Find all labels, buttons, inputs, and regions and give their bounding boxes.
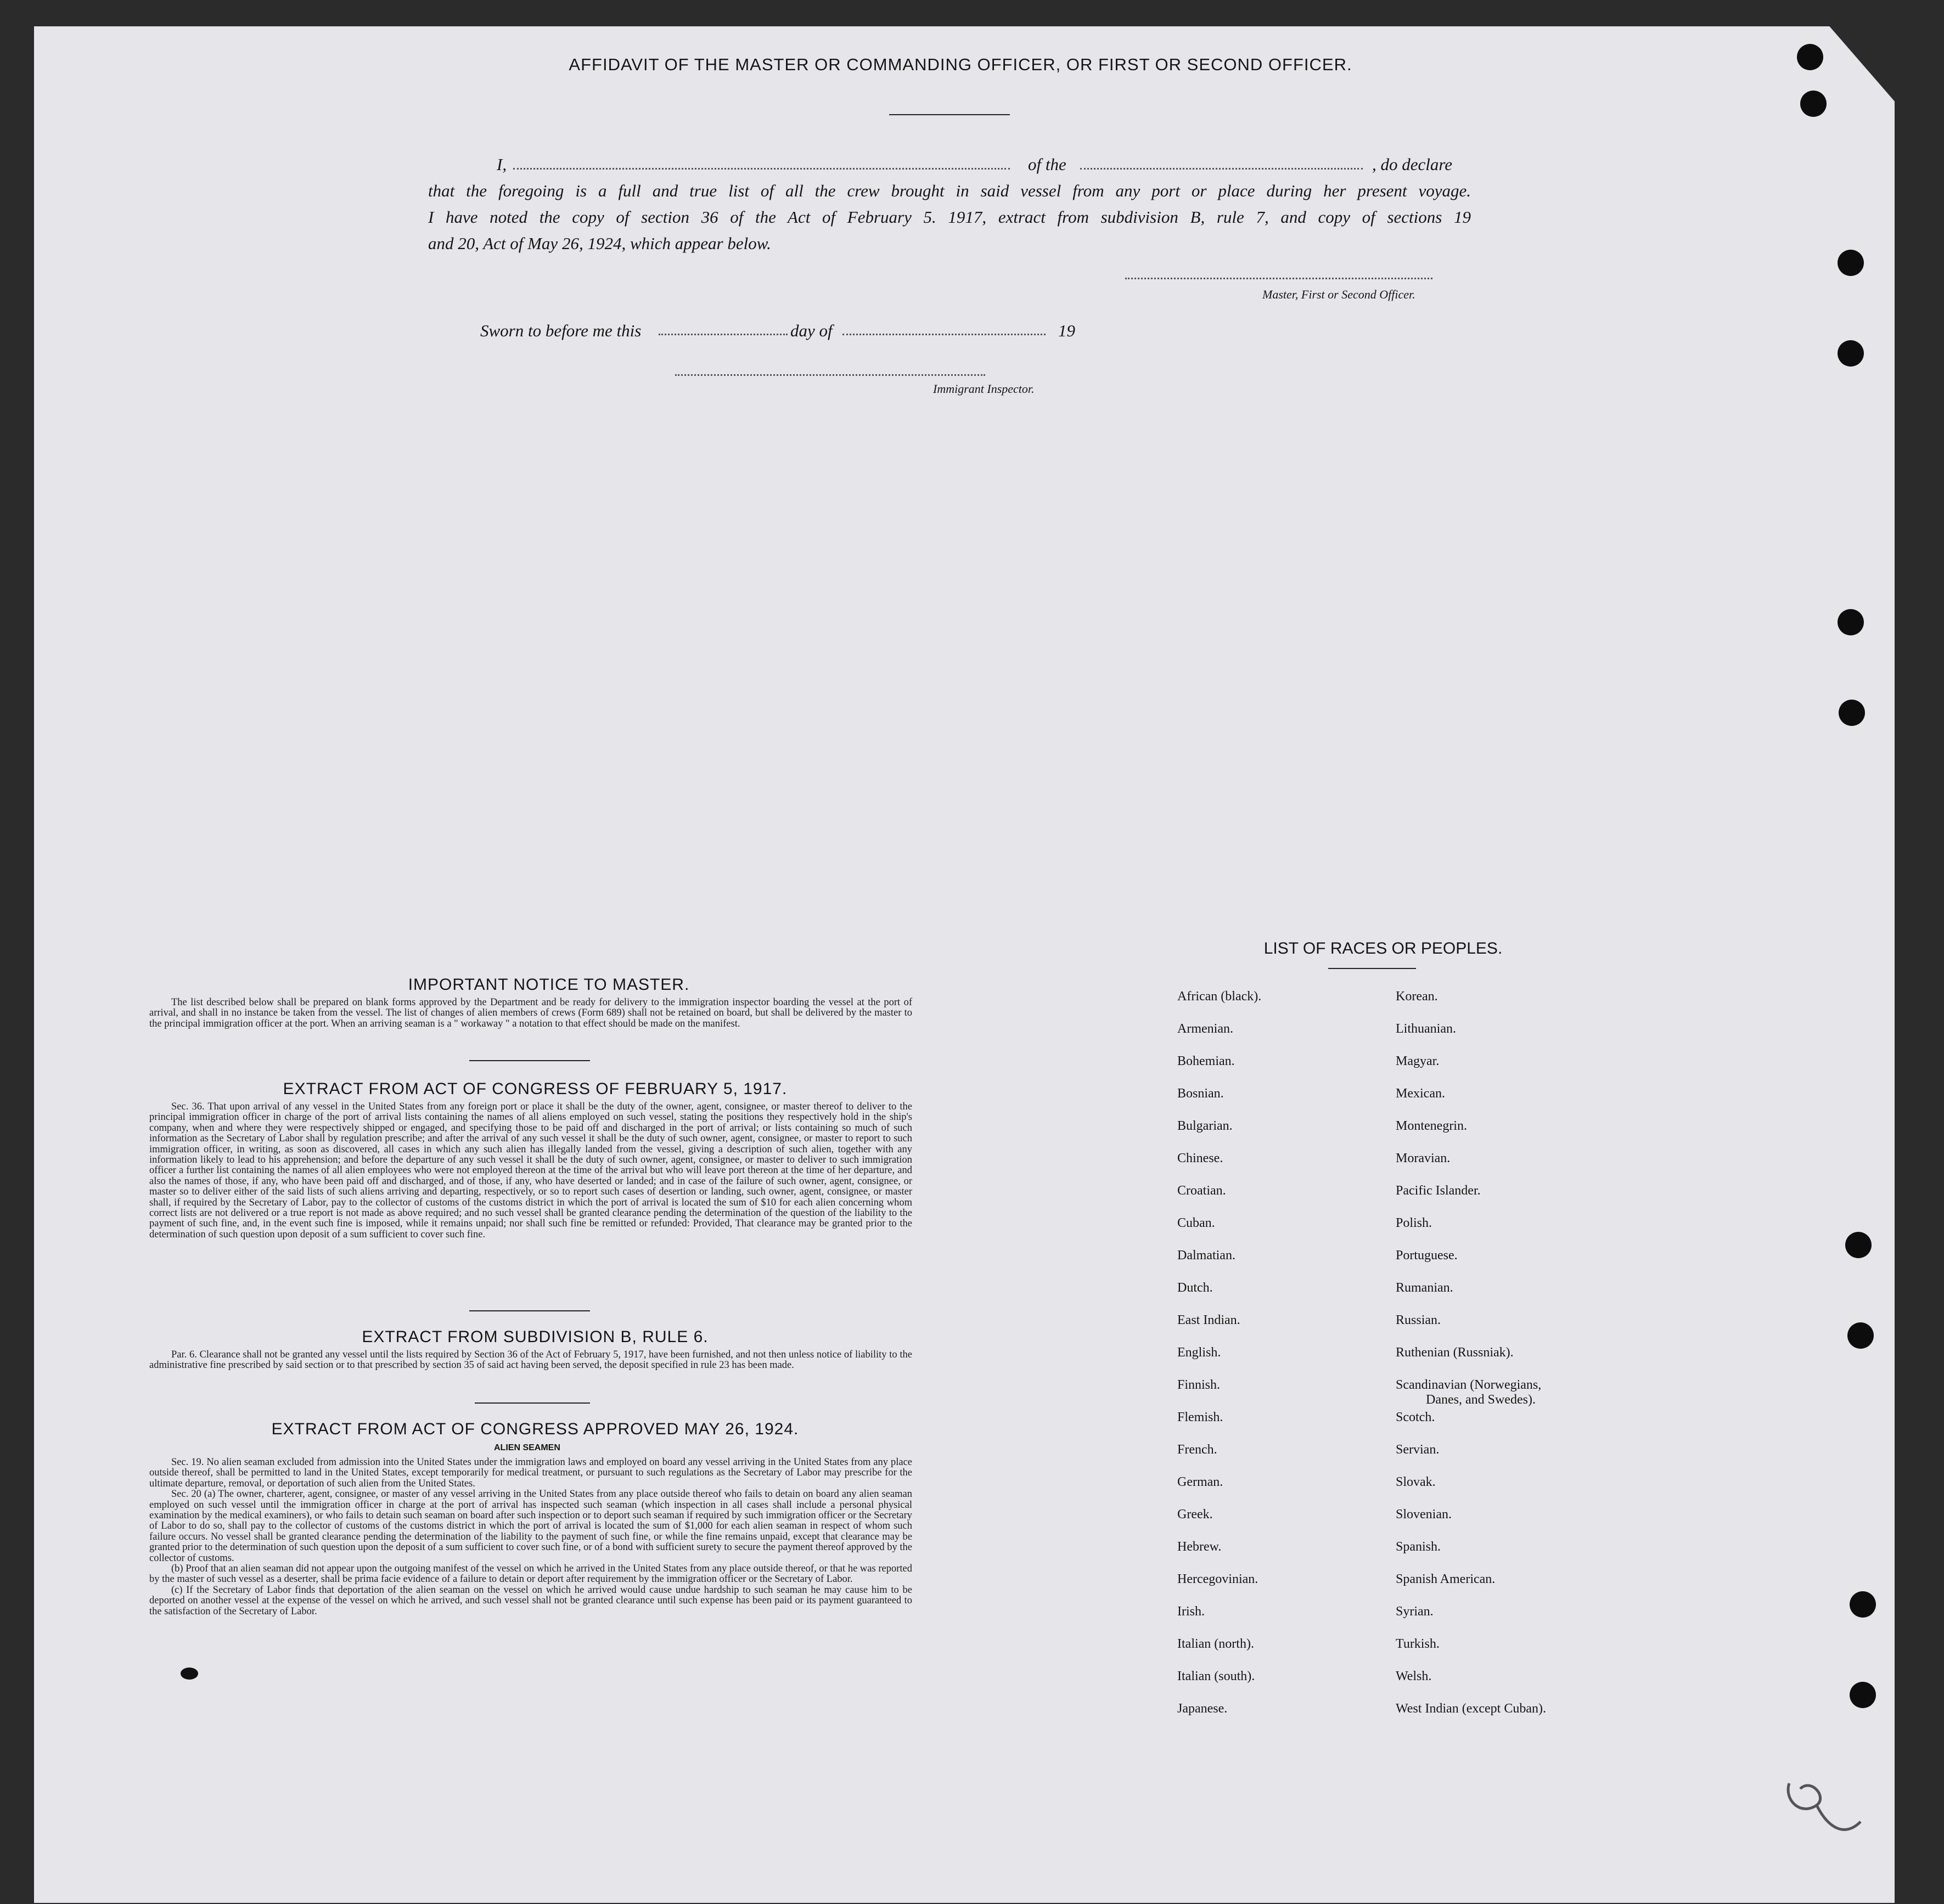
race-right-item: Welsh. <box>1396 1669 1432 1683</box>
day-of-text: day of <box>790 321 833 340</box>
race-right-item: Russian. <box>1396 1313 1441 1327</box>
punch-hole <box>1847 1322 1874 1349</box>
year-text: 19 <box>1058 321 1075 340</box>
races-underline <box>1328 968 1416 969</box>
punch-hole <box>1850 1591 1876 1618</box>
race-left-item: German. <box>1177 1475 1223 1489</box>
race-left-item: Cuban. <box>1177 1216 1215 1230</box>
race-left-item: Dalmatian. <box>1177 1248 1235 1263</box>
punch-hole <box>1797 44 1823 70</box>
punch-hole <box>1838 609 1864 635</box>
race-right-item: Syrian. <box>1396 1604 1434 1619</box>
race-right-item: Magyar. <box>1396 1054 1440 1068</box>
ink-blot <box>178 1665 200 1682</box>
extract-1924-text <box>149 1457 912 1617</box>
sworn-text: Sworn to before me this <box>480 321 642 340</box>
race-left-item: Hercegovinian. <box>1177 1572 1258 1586</box>
sec-20a-paragraph: Sec. 20 (a) The owner, charterer, agent, consignee, or master of any vessel arriving in the United States from any place outside thereof who fails to detain on board any alien seaman employed on such vessel until the immigration officer in charge at the port of arrival has inspected such seaman (which inspection in all cases shall include a personal physical examination by the medical examiners), or who fails to detain such seaman on board after such inspection or to deport such seaman if required by such immigration officer or the Secretary of Labor to do so, shall pay to the collector of customs of the customs district in which the port of arrival is located the sum of $1,000 for each alien seaman in respect of whom such failure occurs. No vessel shall be granted clearance pending the determination of the liability to the payment of such fine, or while the fine remains unpaid, except that clearance may be granted prior to the determination of such question upon the deposit of a sum sufficient to cover such fine, or of a bond with sufficient surety to secure the payment thereof approved by the collector of customs. <box>149 1489 912 1564</box>
name-blank[interactable] <box>513 168 1010 170</box>
race-right-item: Korean. <box>1396 989 1438 1004</box>
race-right-item: Rumanian. <box>1396 1281 1453 1295</box>
race-left-item: Finnish. <box>1177 1378 1221 1392</box>
race-left-item: Greek. <box>1177 1507 1213 1522</box>
race-left-item: Chinese. <box>1177 1151 1223 1165</box>
races-title: LIST OF RACES OR PEOPLES. <box>1263 939 1503 957</box>
race-left-item: English. <box>1177 1345 1221 1360</box>
sec-20c-paragraph: (c) If the Secretary of Labor finds that deportation of the alien seaman on the vessel on which he arrived would cause undue hardship to such seaman he may cause him to be deported on another vessel at the expense of the vessel on which he arrived, and such vessel shall not be granted clearance until such expense has been paid or its payment guaranteed to the satisfaction of the Secretary of Labor. <box>149 1584 912 1617</box>
race-right-item: Moravian. <box>1396 1151 1451 1165</box>
punch-hole <box>1839 700 1865 726</box>
race-right-item: Portuguese. <box>1396 1248 1458 1263</box>
punch-hole <box>1845 1232 1872 1258</box>
inspector-signature-line[interactable] <box>675 374 985 376</box>
divider <box>475 1402 590 1404</box>
extract-1917-title: EXTRACT FROM ACT OF CONGRESS OF FEBRUARY 5, 1917. <box>283 1080 788 1098</box>
extract-rule6-title: EXTRACT FROM SUBDIVISION B, RULE 6. <box>362 1328 709 1346</box>
race-left-item: Bohemian. <box>1177 1054 1235 1068</box>
race-right-item: Turkish. <box>1396 1637 1440 1651</box>
race-right-item: West Indian (except Cuban). <box>1396 1702 1546 1716</box>
race-right-item: Scandinavian (Norwegians, <box>1396 1378 1542 1392</box>
race-left-item: Dutch. <box>1177 1281 1213 1295</box>
pencil-mark <box>1778 1767 1866 1849</box>
extract-rule6-text <box>149 1350 912 1371</box>
race-right-item: Montenegrin. <box>1396 1119 1467 1133</box>
race-right-item: Slovenian. <box>1396 1507 1452 1522</box>
divider <box>469 1060 590 1061</box>
extract-1917-text <box>149 1102 912 1240</box>
race-left-item: Bosnian. <box>1177 1086 1224 1101</box>
affidavit-declare: , do declare <box>1372 155 1453 174</box>
par-6-paragraph: Par. 6. Clearance shall not be granted any vessel until the lists required by Section 36 of the Act of February 5, 1917, have been furnished, and not then unless notice of liability to the administrative fine prescribed by said section or to that prescribed by section 35 of said act having been served, the deposit specified in rule 23 has been made. <box>149 1349 912 1371</box>
race-left-item: Croatian. <box>1177 1184 1226 1198</box>
affidavit-line-2: that the foregoing is a full and true list of all the crew brought in said vessel from any port or place during her present voyage. <box>428 181 1471 200</box>
extract-1924-title: EXTRACT FROM ACT OF CONGRESS APPROVED MAY 26, 1924. <box>271 1420 799 1438</box>
inspector-signature-label: Immigrant Inspector. <box>933 382 1035 396</box>
master-signature-line[interactable] <box>1125 278 1432 279</box>
sworn-month-blank[interactable] <box>842 334 1046 335</box>
notice-text <box>149 998 912 1029</box>
race-right-item: Spanish. <box>1396 1540 1441 1554</box>
race-left-item: Armenian. <box>1177 1022 1233 1036</box>
punch-hole <box>1838 340 1864 367</box>
race-left-item: Hebrew. <box>1177 1540 1222 1554</box>
race-left-item: Italian (south). <box>1177 1669 1255 1683</box>
race-right-item: Spanish American. <box>1396 1572 1496 1586</box>
race-right-item: Servian. <box>1396 1443 1440 1457</box>
race-left-item: Irish. <box>1177 1604 1205 1619</box>
punch-hole <box>1850 1682 1876 1708</box>
race-left-item: Flemish. <box>1177 1410 1223 1424</box>
notice-paragraph: The list described below shall be prepared on blank forms approved by the Department and be ready for delivery to the immigration inspector boarding the vessel at the port of arrival, and shall in no instance be taken from the vessel. The list of changes of alien members of crews (Form 689) shall not be retained on board, but shall be delivered by the master to the principal immigration officer at the port. When an arriving seaman is a " workaway " a notation to that effect should be made on the manifest. <box>149 997 912 1029</box>
race-left-item: East Indian. <box>1177 1313 1240 1327</box>
race-left-item: French. <box>1177 1443 1217 1457</box>
divider <box>469 1310 590 1311</box>
race-right-item: Mexican. <box>1396 1086 1445 1101</box>
race-left-item: African (black). <box>1177 989 1262 1004</box>
race-right-item: Scotch. <box>1396 1410 1435 1424</box>
sec-19-paragraph: Sec. 19. No alien seaman excluded from admission into the United States under the immigration laws and employed on board any vessel arriving in the United States from any place outside thereof, shall be permitted to land in the United States, except temporarily for medical treatment, or pursuant to such regulations as the Secretary of Labor may prescribe for the ultimate departure, removal, or deportation of such alien from the United States. <box>149 1457 912 1489</box>
race-right-item: Pacific Islander. <box>1396 1184 1481 1198</box>
race-right-item: Slovak. <box>1396 1475 1436 1489</box>
vessel-blank[interactable] <box>1080 168 1363 170</box>
affidavit-of-the: of the <box>1028 155 1066 174</box>
punch-hole <box>1800 91 1827 117</box>
punch-hole <box>1838 250 1864 276</box>
race-right-item: Ruthenian (Russniak). <box>1396 1345 1514 1360</box>
master-signature-label: Master, First or Second Officer. <box>1262 288 1415 301</box>
notice-title: IMPORTANT NOTICE TO MASTER. <box>408 976 690 994</box>
sec-36-paragraph: Sec. 36. That upon arrival of any vessel in the United States from any foreign port or place it shall be the duty of the owner, agent, consignee, or master thereof to deliver to the principal immigration officer in charge of the port of arrival lists containing the names of all aliens employed on such vessel, stating the positions they respectively hold in the ship's company, when and where they were respectively shipped or engaged, and specifying those to be paid off and discharged in the port of arrival; or lists containing so much of such information as the Secretary of Labor shall by regulation prescribe; and after the arrival of any such vessel it shall be the duty of such owner, agent, consignee, or master to report to such immigration officer, in writing, as soon as discovered, all cases in which any such alien has illegally landed from the vessel, giving a description of such alien, together with any information likely to lead to his apprehension; and before the departure of any such vessel it shall be the duty of such owner, agent, consignee, or master to deliver to such immigration officer a further list containing the names of all alien employees who were not employed thereon at the time of the arrival but who will leave port thereon at the time of her departure, and also the names of those, if any, who have been paid off and discharged, and of those, if any, who have deserted or landed; and in case of the failure of such owner, agent, consignee, or master so to deliver either of the said lists of such aliens arriving and departing, respectively, or so to report such cases of desertion or landing, such owner, agent, consignee, or master shall, if required by the Secretary of Labor, pay to the collector of customs of the customs district in which the port of arrival is located the sum of $10 for each alien concerning whom correct lists are not delivered or a true report is not made as above required; and no such vessel shall be granted clearance pending the determination of the question of the liability to the payment of such fine, and, in the event such fine is imposed, while it remains unpaid; nor shall such fine be remitted or refunded: Provided, That clearance may be granted prior to the determination of such question upon deposit of a sum sufficient to cover such fine. <box>149 1101 912 1240</box>
title-underline <box>889 114 1010 115</box>
race-left-item: Bulgarian. <box>1177 1119 1233 1133</box>
affidavit-line-4: and 20, Act of May 26, 1924, which appear below. <box>428 234 771 253</box>
affidavit-title: AFFIDAVIT OF THE MASTER OR COMMANDING OFFICER, OR FIRST OR SECOND OFFICER. <box>569 55 1352 74</box>
sworn-day-blank[interactable] <box>659 334 788 335</box>
alien-seamen-subtitle: ALIEN SEAMEN <box>494 1443 560 1452</box>
race-right-item: Polish. <box>1396 1216 1432 1230</box>
race-left-item: Italian (north). <box>1177 1637 1254 1651</box>
race-left-item: Japanese. <box>1177 1702 1228 1716</box>
affidavit-line-3: I have noted the copy of section 36 of the Act of February 5. 1917, extract from subdivision B, rule 7, and copy of sections 19 <box>428 207 1471 227</box>
document-sheet <box>34 26 1895 1903</box>
race-right-item: Lithuanian. <box>1396 1022 1456 1036</box>
affidavit-i: I, <box>497 155 507 174</box>
race-right-item-continuation: Danes, and Swedes). <box>1426 1393 1536 1407</box>
sec-20b-paragraph: (b) Proof that an alien seaman did not appear upon the outgoing manifest of the vessel on which he arrived in the United States from any place outside thereof, or that he was reported by the master of such vessel as a deserter, shall be prima facie evidence of a failure to detain or deport after requirement by the immigration officer or the Secretary of Labor. <box>149 1563 912 1585</box>
